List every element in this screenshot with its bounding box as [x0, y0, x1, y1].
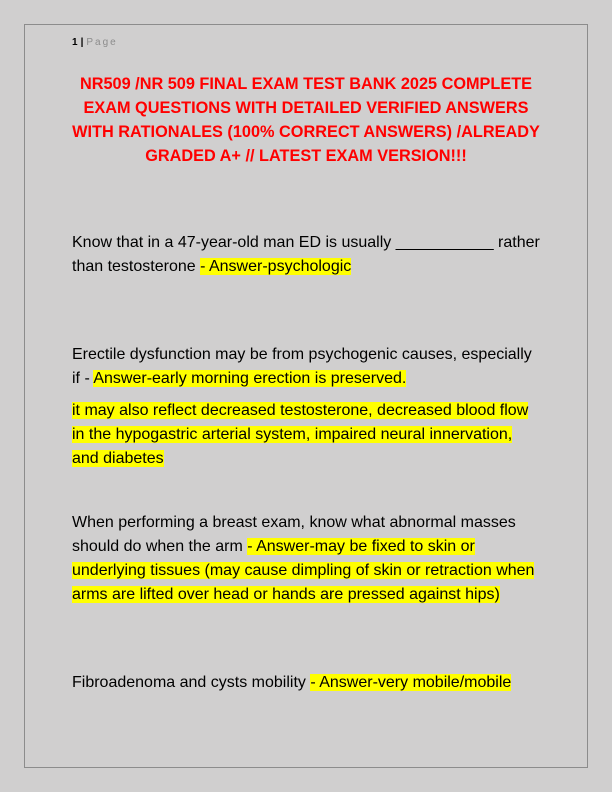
answer-text-continued: it may also reflect decreased testosterone, decreased blood flow in the hypogastric arterial system, impaired neural innervation, and diabetes: [72, 402, 529, 467]
answer-text: Answer-early morning erection is preserved.: [93, 370, 407, 387]
question-item: [72, 343, 542, 391]
page-header: [72, 37, 118, 48]
answer-text: - Answer-very mobile/mobile: [310, 674, 512, 691]
page-label: Page: [86, 37, 118, 48]
question-item: [72, 511, 542, 607]
question-text: Fibroadenoma and cysts mobility: [72, 674, 311, 691]
answer-text: - Answer-psychologic: [200, 258, 352, 275]
page-number: 1: [72, 37, 78, 48]
document-title: NR509 /NR 509 FINAL EXAM TEST BANK 2025 COMPLETE EXAM QUESTIONS WITH DETAILED VERIFIED ANSWERS WITH RATIONALES (100% CORRECT ANSWERS) /ALREADY GRADED A+ // LATEST EXAM VERSION!!!: [72, 75, 540, 165]
question-text: Erectile dysfunction may be from psychogenic causes, especially if -: [72, 346, 532, 387]
question-item: [72, 231, 542, 279]
answer-continuation: [72, 399, 542, 471]
page-separator: |: [80, 37, 84, 48]
question-text: When performing a breast exam, know what abnormal masses should do when the arm: [72, 514, 516, 555]
answer-text: - Answer-may be fixed to skin or underlying tissues (may cause dimpling of skin or retraction when arms are lifted over head or hands are pressed against hips): [72, 538, 535, 603]
question-item: [72, 671, 542, 695]
question-text: Know that in a 47-year-old man ED is usually ___________ rather than testosterone: [72, 234, 540, 275]
